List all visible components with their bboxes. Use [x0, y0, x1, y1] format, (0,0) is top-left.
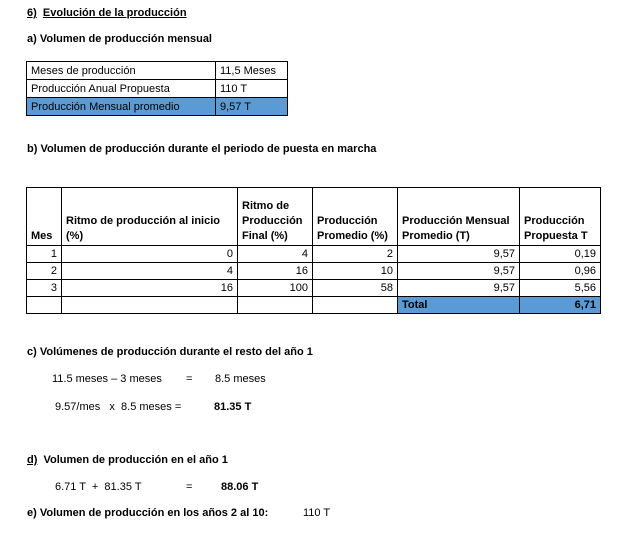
header-line: Producción — [317, 215, 378, 227]
table-cell-value: 9,57 T — [216, 98, 288, 116]
total-value: 6,71 — [520, 297, 601, 314]
header-line: Ritmo de producción al inicio — [66, 215, 221, 227]
header-ritmo-final — [238, 188, 313, 246]
heading-c: c) Volúmenes de producción durante el resto del año 1 — [27, 346, 313, 358]
cell-mes: 2 — [27, 263, 62, 280]
cell-mensual: 9,57 — [398, 246, 520, 263]
table-row-highlight — [27, 98, 288, 116]
header-line: Ritmo de — [242, 200, 290, 212]
calc-c-line1-eq: = — [186, 373, 193, 385]
cell-inicio: 0 — [62, 246, 238, 263]
header-ritmo-inicio — [62, 188, 238, 246]
header-line: Promedio (T) — [402, 230, 470, 242]
table-cell-value: 11,5 Meses — [216, 62, 288, 80]
table-cell-label: Meses de producción — [27, 62, 216, 80]
table-cell-label: Producción Anual Propuesta — [27, 80, 216, 98]
header-line: Final (%) — [242, 230, 288, 242]
calc-c-line2-right: 81.35 T — [214, 401, 252, 413]
cell-empty — [62, 297, 238, 314]
calc-d-eq: = — [186, 481, 193, 493]
cell-mes: 1 — [27, 246, 62, 263]
section-title-text: Evolución de la producción — [42, 7, 187, 19]
cell-empty — [313, 297, 398, 314]
cell-final: 100 — [238, 280, 313, 297]
cell-final: 16 — [238, 263, 313, 280]
total-label: Total — [398, 297, 520, 314]
table-header-row — [27, 188, 601, 246]
monthly-production-table — [26, 61, 288, 116]
table-row — [27, 280, 601, 297]
header-line: Producción — [524, 215, 585, 227]
heading-a: a) Volumen de producción mensual — [27, 33, 212, 45]
cell-empty — [27, 297, 62, 314]
calc-d-left: 6.71 T + 81.35 T — [55, 481, 142, 493]
calc-d-right: 88.06 T — [221, 481, 259, 493]
calc-c-line1-right: 8.5 meses — [215, 373, 266, 385]
heading-d-text: Volumen de producción en el año 1 — [43, 454, 228, 466]
table-cell-value: 110 T — [216, 80, 288, 98]
value-e: 110 T — [303, 507, 331, 519]
cell-promedio: 58 — [313, 280, 398, 297]
header-line: (%) — [66, 230, 84, 242]
table-row — [27, 263, 601, 280]
header-line: Producción — [242, 215, 303, 227]
cell-mes: 3 — [27, 280, 62, 297]
table-cell-label: Producción Mensual promedio — [27, 98, 216, 116]
startup-production-table — [26, 187, 601, 314]
header-prod-propuesta — [520, 188, 601, 246]
cell-propuesta: 0,19 — [520, 246, 601, 263]
table-row — [27, 246, 601, 263]
header-line: Propuesta T — [524, 230, 588, 242]
header-prod-promedio — [313, 188, 398, 246]
cell-propuesta: 0,96 — [520, 263, 601, 280]
cell-propuesta: 5,56 — [520, 280, 601, 297]
header-line: Promedio (%) — [317, 230, 388, 242]
section-title — [27, 7, 187, 19]
heading-e: e) Volumen de producción en los años 2 al 10: — [27, 507, 269, 519]
cell-mensual: 9,57 — [398, 280, 520, 297]
heading-b: b) Volumen de producción durante el periodo de puesta en marcha — [27, 143, 377, 155]
calc-c-line1-left: 11.5 meses – 3 meses — [52, 373, 162, 385]
table-row — [27, 62, 288, 80]
cell-inicio: 16 — [62, 280, 238, 297]
cell-promedio: 10 — [313, 263, 398, 280]
cell-mensual: 9,57 — [398, 263, 520, 280]
heading-d — [27, 454, 228, 466]
header-mes: Mes — [27, 188, 62, 246]
cell-empty — [238, 297, 313, 314]
cell-final: 4 — [238, 246, 313, 263]
heading-d-number: d) — [27, 454, 38, 466]
header-line: Producción Mensual — [402, 215, 510, 227]
header-prod-mensual — [398, 188, 520, 246]
cell-promedio: 2 — [313, 246, 398, 263]
table-total-row — [27, 297, 601, 314]
cell-inicio: 4 — [62, 263, 238, 280]
section-number: 6) — [27, 7, 37, 19]
calc-c-line2-left: 9.57/mes x 8.5 meses = — [55, 401, 182, 413]
table-row — [27, 80, 288, 98]
